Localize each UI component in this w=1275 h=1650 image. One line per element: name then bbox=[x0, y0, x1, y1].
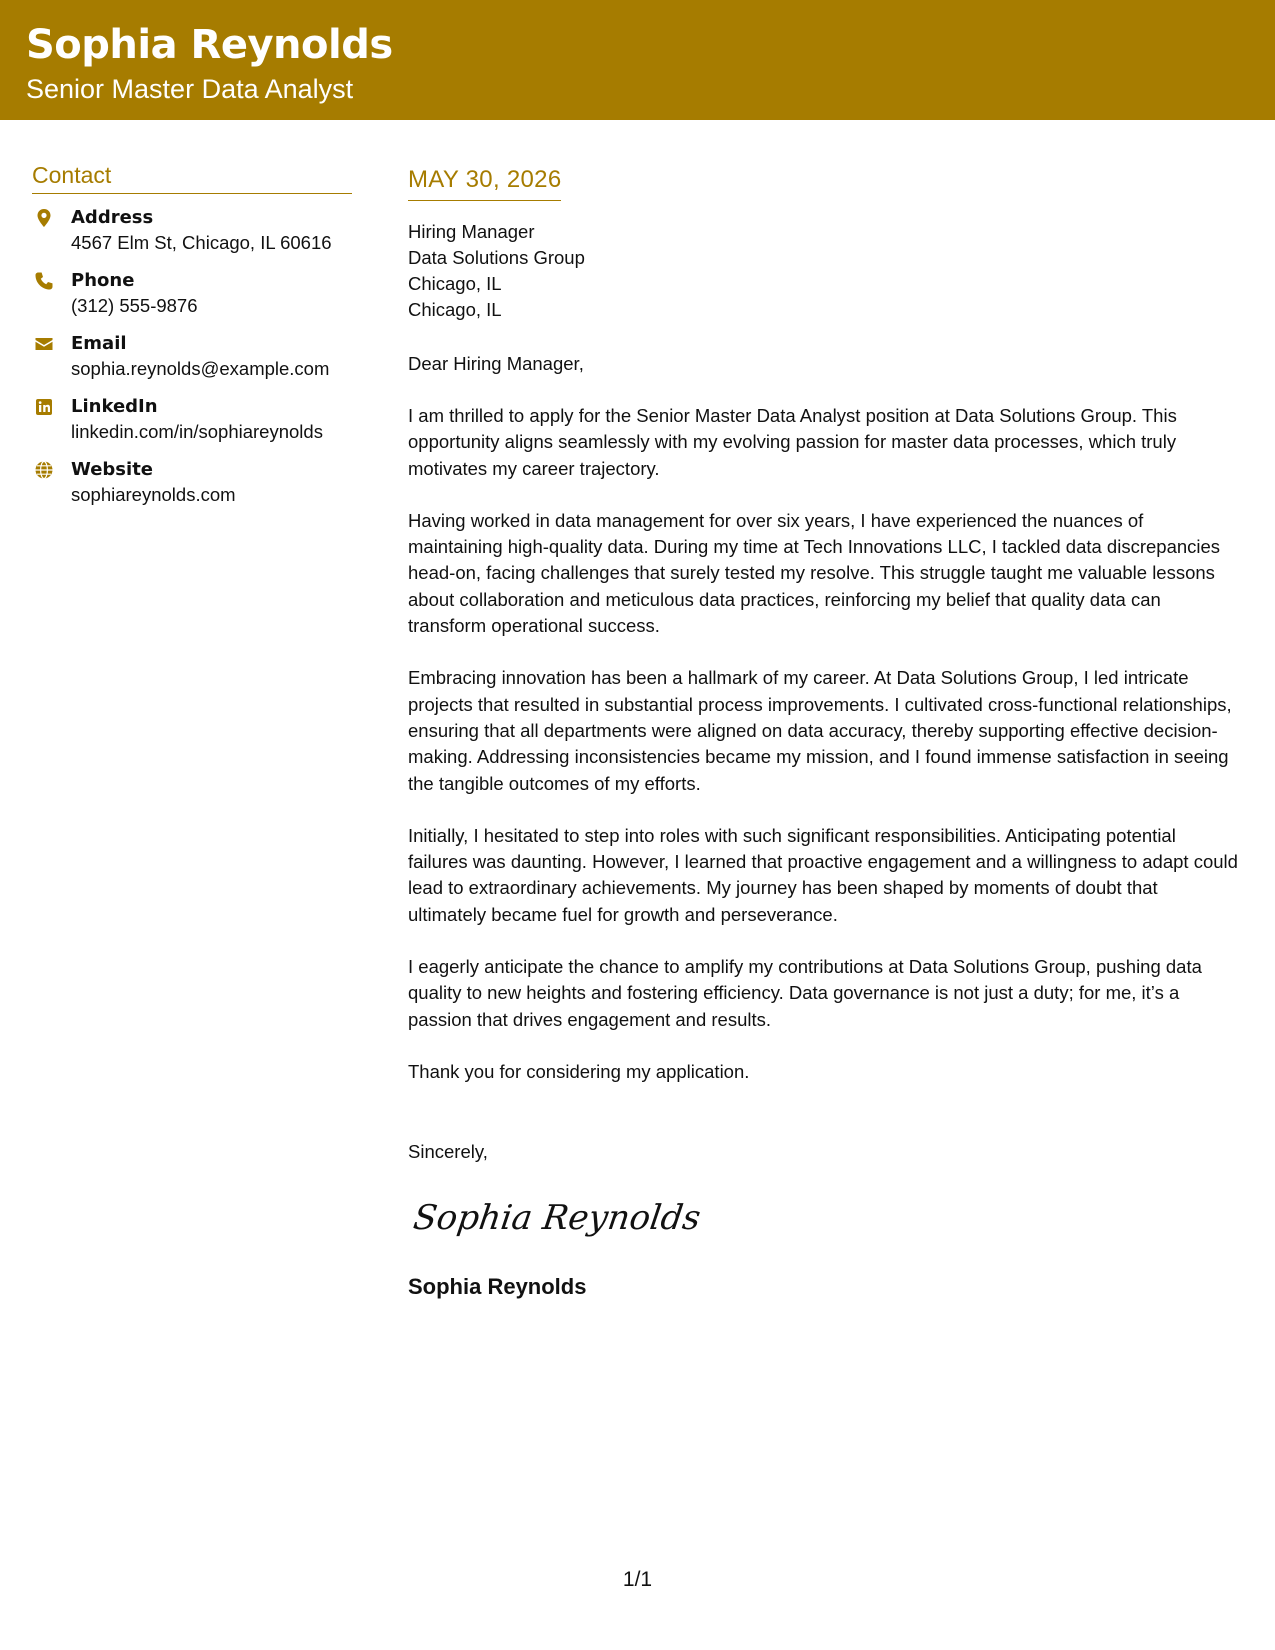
envelope-icon bbox=[34, 334, 54, 354]
closing: Sincerely, bbox=[408, 1141, 488, 1163]
contact-label: Website bbox=[71, 459, 154, 480]
contact-label: Address bbox=[71, 207, 154, 228]
globe-icon bbox=[34, 460, 54, 480]
contact-value: linkedin.com/in/sophiareynolds bbox=[71, 421, 323, 442]
letter-paragraph: I eagerly anticipate the chance to amplify my contributions at Data Solutions Group, pushing data quality to new heights and fostering efficiency. Data governance is not just a duty; for me, it’s a passion that drives engagement and results. bbox=[408, 956, 1202, 1030]
contact-value: 4567 Elm St, Chicago, IL 60616 bbox=[71, 232, 332, 253]
contact-label: Phone bbox=[71, 270, 135, 291]
linkedin-icon bbox=[34, 397, 54, 417]
contact-linkedin bbox=[32, 395, 352, 458]
contact-label: Email bbox=[71, 333, 127, 354]
contact-heading: Contact bbox=[32, 162, 352, 194]
map-pin-icon bbox=[34, 208, 54, 228]
recipient-line: Data Solutions Group bbox=[408, 247, 585, 268]
letter-date: MAY 30, 2026 bbox=[408, 166, 561, 201]
recipient-line: Chicago, IL bbox=[408, 273, 502, 294]
letter-paragraph: Thank you for considering my application. bbox=[408, 1060, 750, 1082]
contact-value: sophiareynolds.com bbox=[71, 484, 236, 505]
page-number: 1/1 bbox=[622, 1568, 653, 1591]
contact-label: LinkedIn bbox=[71, 396, 158, 417]
contact-website bbox=[32, 458, 352, 521]
letter-paragraph: I am thrilled to apply for the Senior Master Data Analyst position at Data Solutions Group. This opportunity aligns seamlessly with my evolving passion for master data processes, which truly motivates my career trajectory. bbox=[408, 405, 1177, 479]
recipient-line: Chicago, IL bbox=[408, 299, 502, 320]
job-title: Senior Master Data Analyst bbox=[26, 74, 354, 104]
letter-paragraph: Initially, I hesitated to step into roles with such significant responsibilities. Anticipating potential failures was daunting. However, I learned that proactive engagement and a willingness to adapt could lead to extraordinary achievements. My journey has been shaped by moments of doubt that ultimately became fuel for growth and perseverance. bbox=[408, 824, 1238, 925]
contact-phone bbox=[32, 269, 352, 332]
handwritten-signature bbox=[410, 1187, 1238, 1252]
contact-sidebar bbox=[32, 162, 352, 521]
letter-paragraph: Embracing innovation has been a hallmark of my career. At Data Solutions Group, I led intricate projects that resulted in substantial process improvements. I cultivated cross-functional relationships, ensuring that all departments were aligned on data accuracy, thereby supporting effective decision-making. Addressing inconsistencies became my mission, and I found immense satisfaction in seeing the tangible outcomes of my efforts. bbox=[408, 667, 1232, 794]
contact-value: (312) 555-9876 bbox=[71, 295, 198, 316]
letter-paragraph: Having worked in data management for over six years, I have experienced the nuances of maintaining high-quality data. During my time at Tech Innovations LLC, I tackled data discrepancies head-on, facing challenges that surely tested my resolve. This struggle taught me valuable lessons about collaboration and meticulous data practices, reinforcing my belief that quality data can transform operational success. bbox=[408, 509, 1221, 637]
applicant-name: Sophia Reynolds bbox=[26, 22, 393, 68]
svg-text:Sophia Reynolds: Sophia Reynolds bbox=[410, 1198, 704, 1239]
recipient-line: Hiring Manager bbox=[408, 221, 535, 242]
phone-icon bbox=[34, 271, 54, 291]
contact-address bbox=[32, 206, 352, 269]
signed-name: Sophia Reynolds bbox=[408, 1274, 587, 1300]
salutation: Dear Hiring Manager, bbox=[408, 353, 584, 374]
recipient-block bbox=[408, 219, 1238, 323]
contact-email bbox=[32, 332, 352, 395]
contact-value: sophia.reynolds@example.com bbox=[71, 358, 330, 379]
header-banner bbox=[0, 0, 1275, 120]
letter-body bbox=[408, 166, 1238, 1300]
